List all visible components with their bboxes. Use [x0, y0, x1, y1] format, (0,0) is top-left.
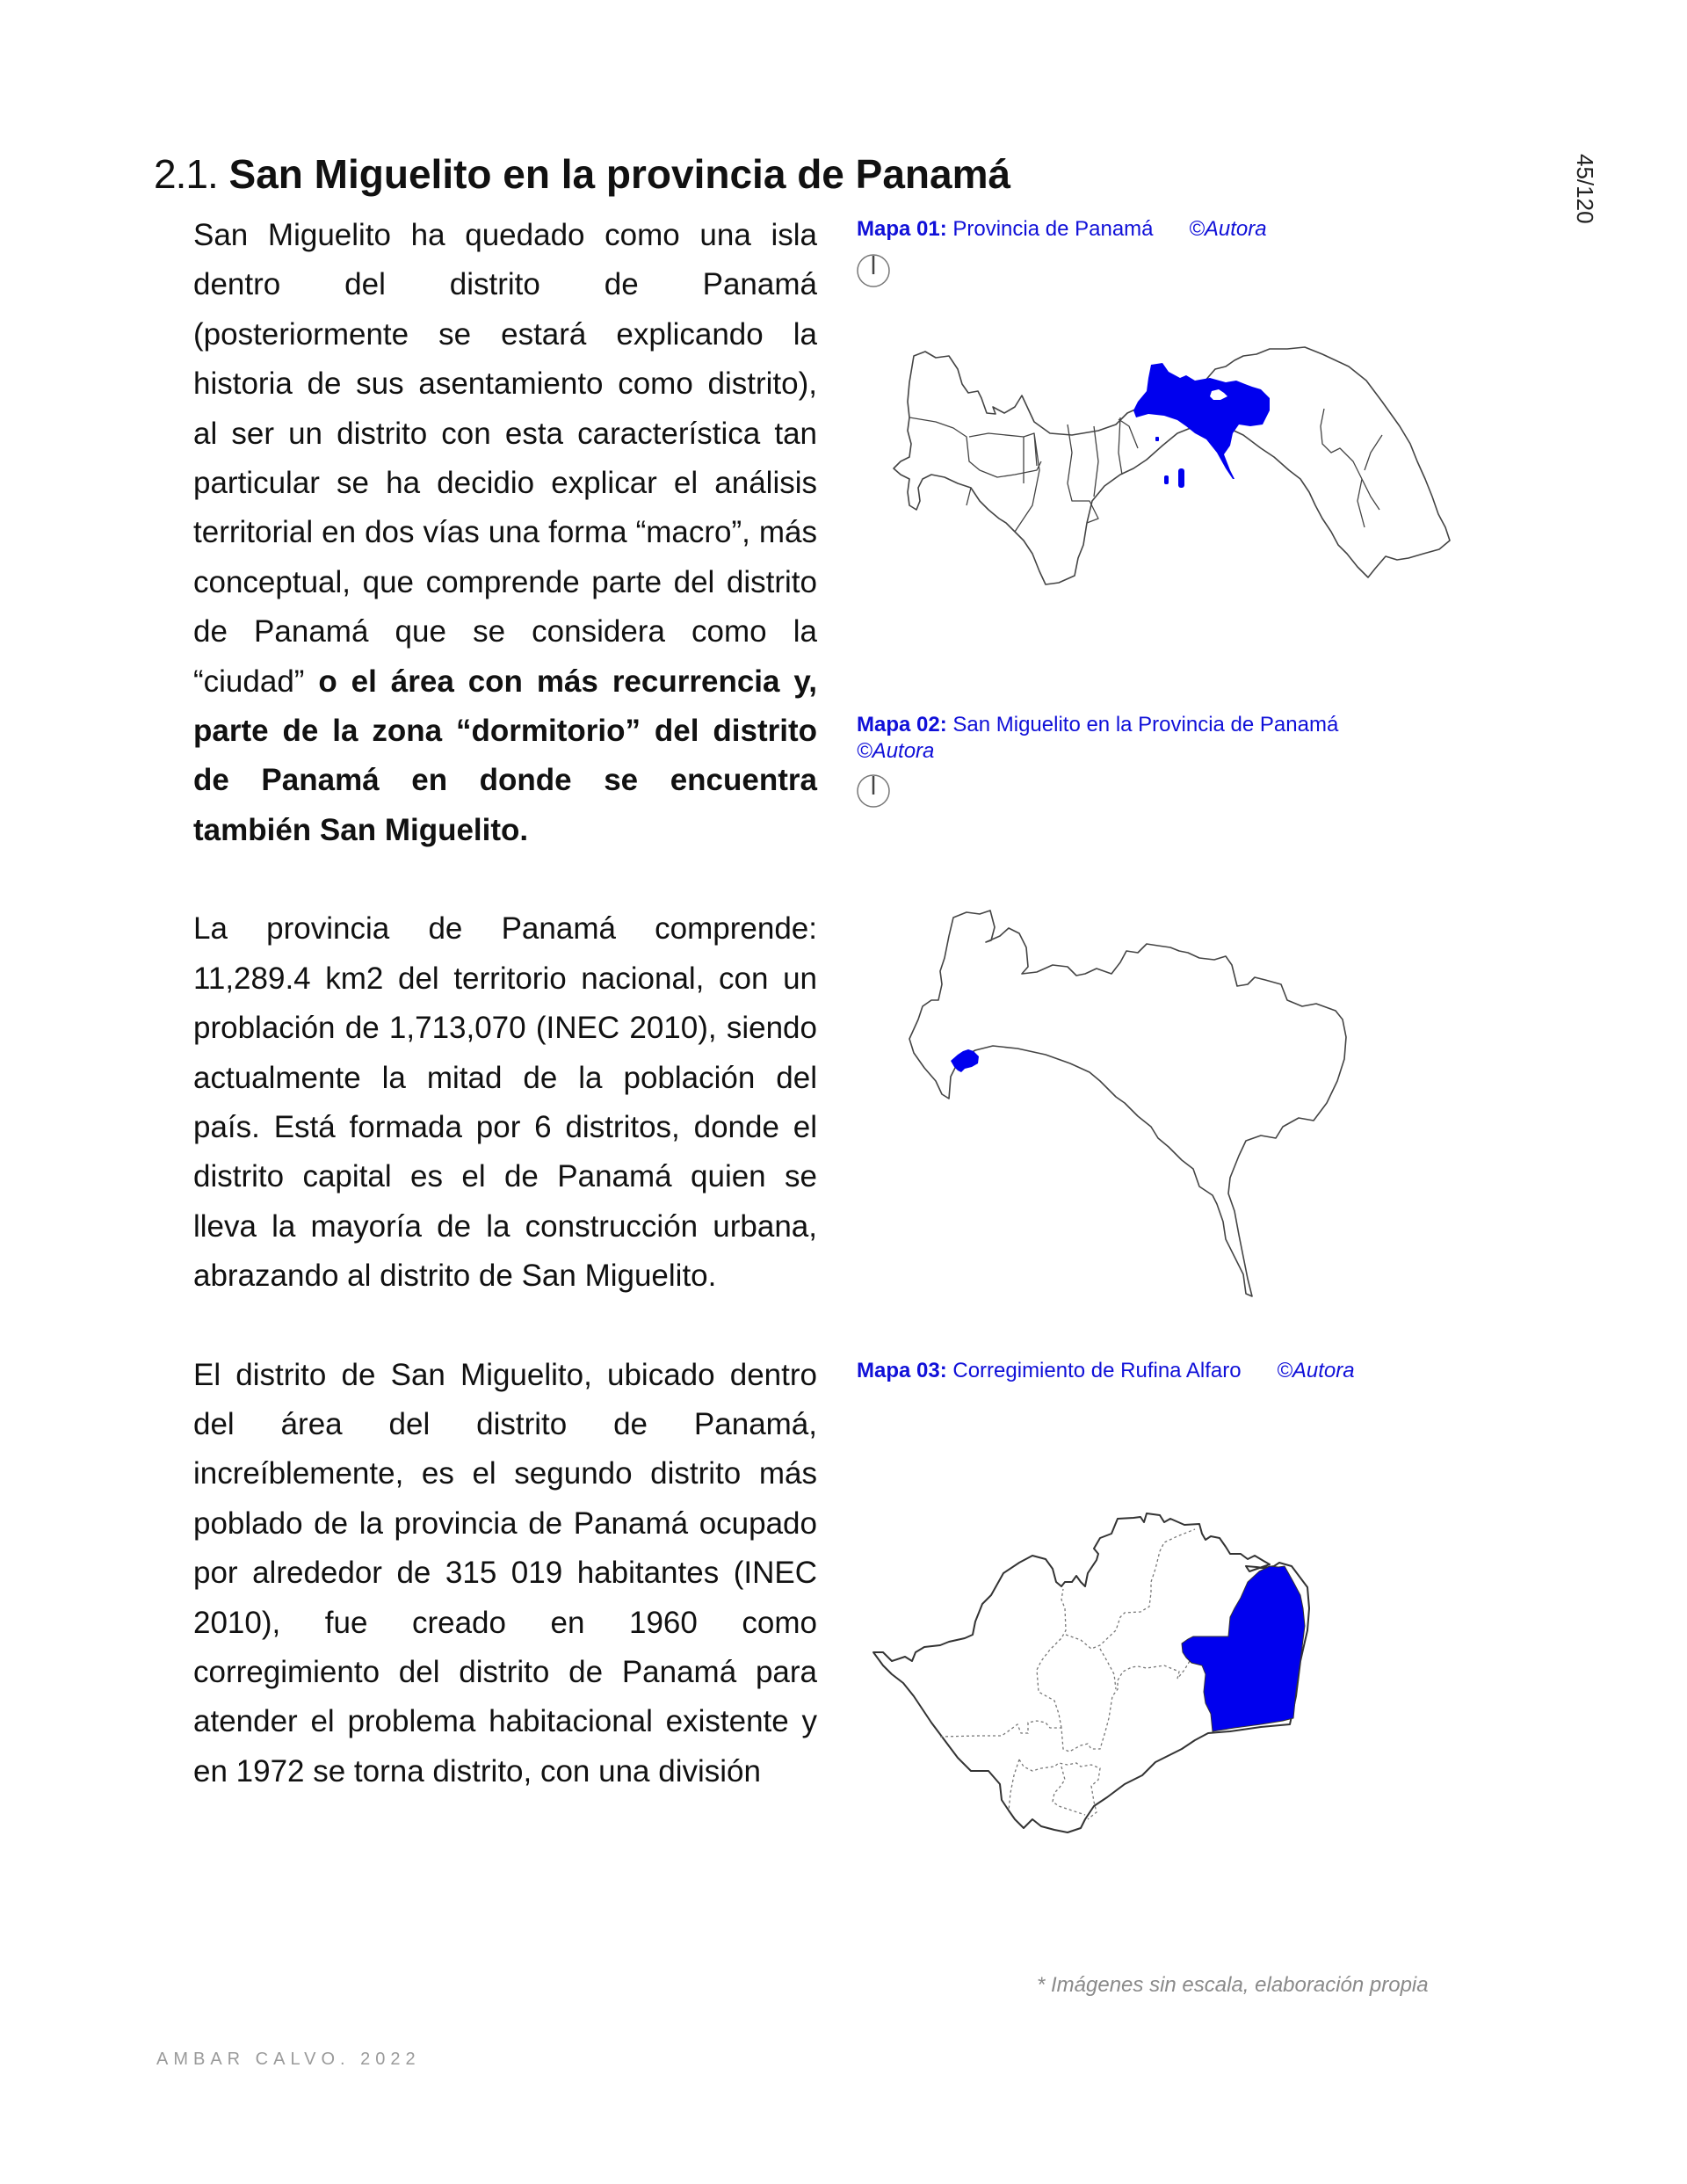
map-01-credit: ©Autora: [1189, 217, 1267, 241]
map-02-caption: [857, 712, 1338, 765]
paragraph-1-bold: o el área con más recurrencia y, parte de la zona “dormitorio” del distrito de Panamá en donde se encuentra también San Miguelito.: [193, 664, 817, 847]
map-03-title: Corregimiento de Rufina Alfaro: [952, 1359, 1242, 1382]
map-01-island-3: [1155, 437, 1159, 441]
north-arrow-icon: [856, 773, 891, 809]
paragraph-1-regular: San Miguelito ha quedado como una isla dentro del distrito de Panamá (posteriormente se estará explicando la historia de sus asentamiento como distrito), al ser un distrito con esta característica tan particular se ha decidio explicar el análisis territorial en dos vías una forma “macro”, más conceptual, que comprende parte del distrito de Panamá que se considera como la “ciudad”: [193, 218, 817, 699]
map-02-title: San Miguelito en la Provincia de Panamá: [952, 713, 1339, 736]
map-01-caption: [857, 216, 1267, 243]
footer-author: AMBAR CALVO. 2022: [156, 2050, 421, 2069]
image-footnote: * Imágenes sin escala, elaboración propia: [1037, 1973, 1429, 1997]
page-number: 45/120: [1572, 154, 1598, 224]
map-03-caption: [857, 1358, 1355, 1384]
map-03-label: Mapa 03:: [857, 1359, 947, 1382]
map-01-label: Mapa 01:: [857, 217, 947, 241]
map-01-island-1: [1178, 468, 1184, 488]
map-03-corregimientos: [861, 1485, 1441, 1837]
map-02-province-outline: [909, 911, 1346, 1296]
map-02-province: [896, 888, 1476, 1310]
map-03-credit: ©Autora: [1277, 1359, 1355, 1382]
map-01-island-2: [1164, 475, 1169, 484]
section-heading: [154, 148, 1010, 200]
body-text: [193, 211, 817, 1796]
paragraph-3: El distrito de San Miguelito, ubicado dentro del área del distrito de Panamá, increíblemente, es el segundo distrito más poblado de la provincia de Panamá ocupado por alrededor de 315 019 habitantes (INEC 2010), fue creado en 1960 como corregimiento del distrito de Panamá para atender el problema habitacional existente y en 1972 se torna distrito, con una división: [193, 1357, 817, 1789]
section-number: 2.1.: [154, 151, 218, 197]
north-arrow-icon: [856, 253, 891, 288]
paragraph-2: La provincia de Panamá comprende: 11,289.4 km2 del territorio nacional, con un problación de 1,713,070 (INEC 2010), siendo actualmente la mitad de la población del país. Está formada por 6 distritos, donde el distrito capital es el de Panamá quien se lleva la mayoría de la construcción urbana, abrazando al distrito de San Miguelito.: [193, 911, 817, 1294]
paragraph-1: [193, 211, 817, 855]
section-title: San Miguelito en la provincia de Panamá: [228, 151, 1011, 197]
map-02-credit: ©Autora: [857, 739, 935, 763]
map-01-panama: [883, 330, 1472, 593]
map-01-title: Provincia de Panamá: [952, 217, 1154, 241]
map-02-label: Mapa 02:: [857, 713, 947, 736]
